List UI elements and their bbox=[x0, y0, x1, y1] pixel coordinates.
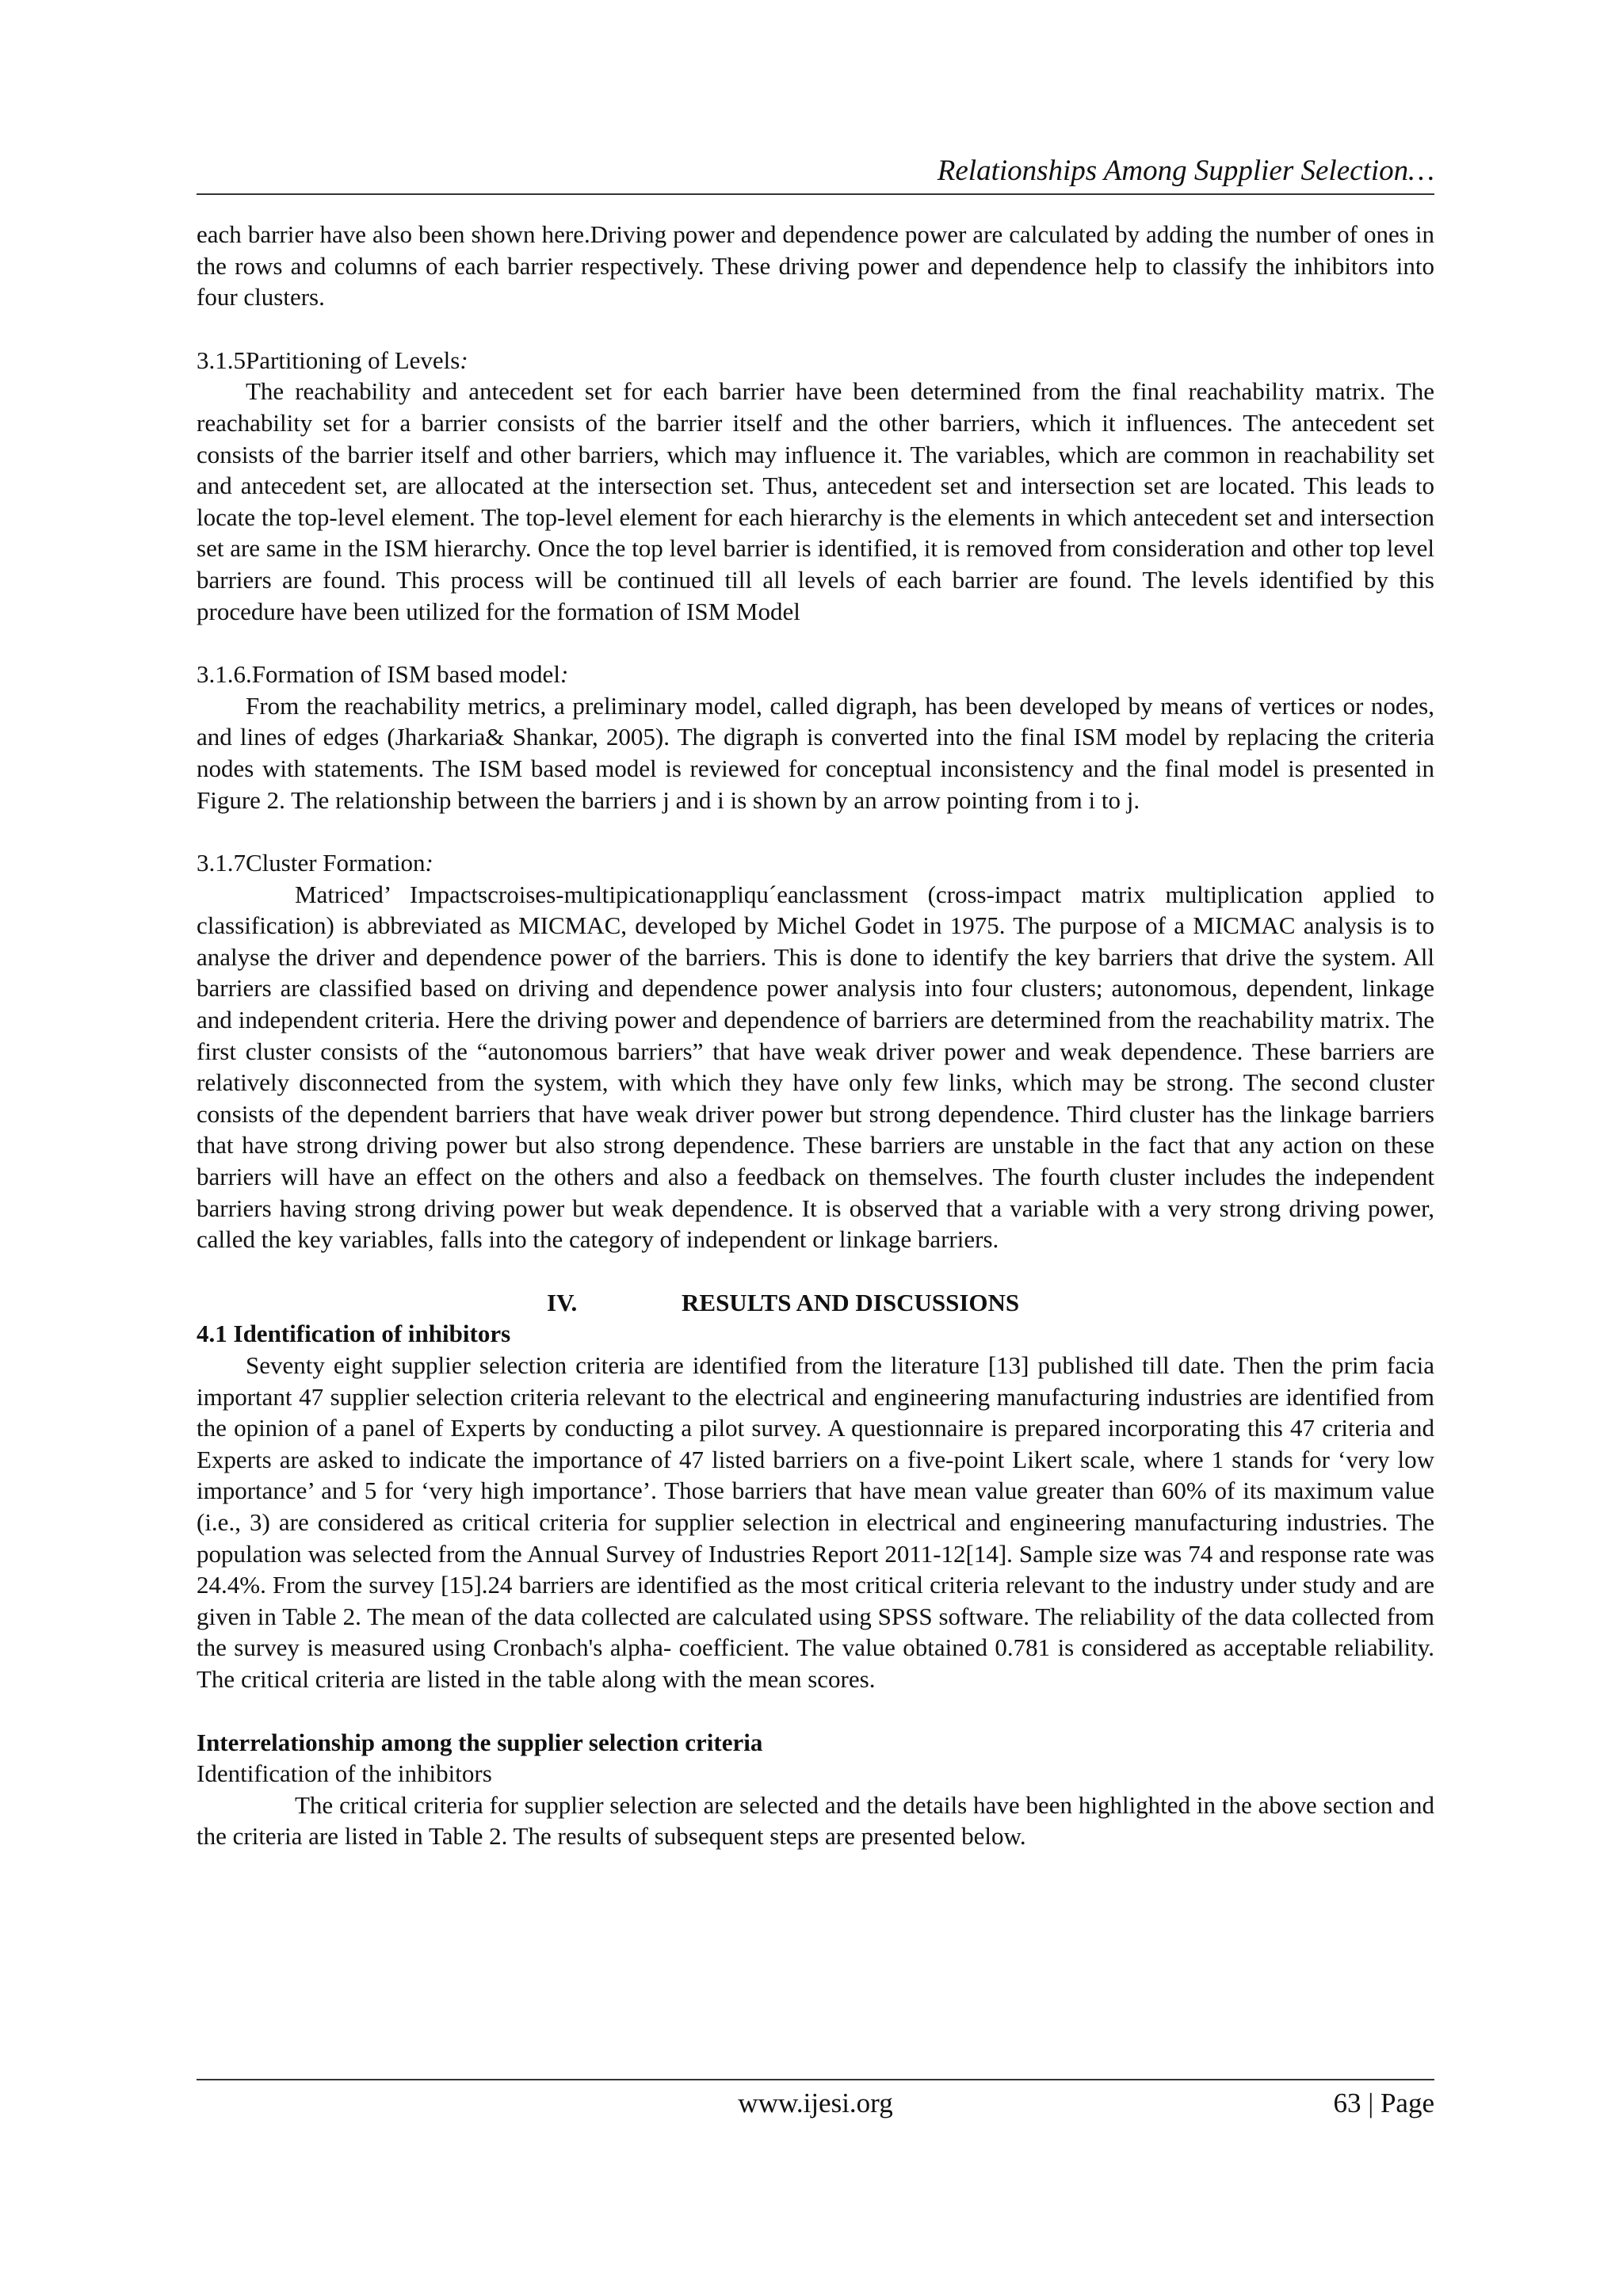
header-rule bbox=[197, 193, 1434, 195]
intro-paragraph: each barrier have also been shown here.Driving power and dependence power are calculated by adding the number of ones in the rows and columns of each barrier respectively. These driving power and dependence help to classify the inhibitors into four clusters. bbox=[197, 220, 1434, 311]
footer-rule bbox=[197, 2079, 1434, 2080]
section-3-1-5-heading: 3.1.5Partitioning of Levels: bbox=[197, 346, 468, 374]
interrelationship-heading: Interrelationship among the supplier selection criteria bbox=[197, 1728, 763, 1756]
section-4-1-paragraph: Seventy eight supplier selection criteria are identified from the literature [13] published till date. Then the prim facia important 47 supplier selection criteria relevant to the electrical and engineering manufacturing industries are identified from the opinion of a panel of Experts by conducting a pilot survey. A questionnaire is prepared incorporating this 47 criteria and Experts are asked to indicate the importance of 47 listed barriers on a five-point Likert scale, where 1 stands for ‘very low importance’ and 5 for ‘very high importance’. Those barriers that have mean value greater than 60% of its maximum value (i.e., 3) are considered as critical criteria for supplier selection in electrical and engineering manufacturing industries. The population was selected from the Annual Survey of Industries Report 2011-12[14]. Sample size was 74 and response rate was 24.4%. From the survey [15].24 barriers are identified as the most critical criteria relevant to the industry under study and are given in Table 2. The mean of the data collected are calculated using SPSS software. The reliability of the data collected from the survey is measured using Cronbach's alpha- coefficient. The value obtained 0.781 is considered as acceptable reliability. The critical criteria are listed in the table along with the mean scores. bbox=[197, 1351, 1434, 1693]
footer-url: www.ijesi.org bbox=[738, 2088, 893, 2118]
footer-page-number: 63 | Page bbox=[1333, 2088, 1434, 2118]
section-3-1-6-paragraph: From the reachability metrics, a preliminary model, called digraph, has been developed by means of vertices or nodes, and lines of edges (Jharkaria& Shankar, 2005). The digraph is converted into the final ISM model by replacing the criteria nodes with statements. The ISM based model is reviewed for conceptual inconsistency and the final model is presented in Figure 2. The relationship between the barriers j and i is shown by an arrow pointing from i to j. bbox=[197, 691, 1434, 814]
section-4-title: IV. RESULTS AND DISCUSSIONS bbox=[547, 1288, 1020, 1316]
running-title: Relationships Among Supplier Selection… bbox=[937, 155, 1434, 187]
section-3-1-5-paragraph: The reachability and antecedent set for each barrier have been determined from the final reachability matrix. The reachability set for a barrier consists of the barrier itself and the other barriers, which it influences. The antecedent set consists of the barrier itself and other barriers, which may influence it. The variables, which are common in reachability set and antecedent set, are allocated at the intersection set. Thus, antecedent set and intersection set are located. This leads to locate the top-level element. The top-level element for each hierarchy is the elements in which antecedent set and intersection set are same in the ISM hierarchy. Once the top level barrier is identified, it is removed from consideration and other top level barriers are found. This process will be continued till all levels of each barrier are found. The levels identified by this procedure have been utilized for the formation of ISM Model bbox=[197, 377, 1434, 625]
section-3-1-7-paragraph: Matriced’ Impactscroises-multipicationappliqu´eanclassment (cross-impact matrix multiplication applied to classification) is abbreviated as MICMAC, developed by Michel Godet in 1975. The purpose of a MICMAC analysis is to analyse the driver and dependence power of the barriers. This is done to identify the key barriers that drive the system. All barriers are classified based on driving and dependence power analysis into four clusters; autonomous, dependent, linkage and independent criteria. Here the driving power and dependence of barriers are determined from the reachability matrix. The first cluster consists of the “autonomous barriers” that have weak driver power and weak dependence. These barriers are relatively disconnected from the system, with which they have only few links, which may be strong. The second cluster consists of the dependent barriers that have weak driver power but strong dependence. Third cluster has the linkage barriers that have strong driving power but also strong dependence. These barriers are unstable in the fact that any action on these barriers will have an effect on the others and also a feedback on themselves. The fourth cluster includes the independent barriers having strong driving power but weak dependence. It is observed that a variable with a very strong driving power, called the key variables, falls into the category of independent or linkage barriers. bbox=[197, 880, 1434, 1254]
section-4-1-heading: 4.1 Identification of inhibitors bbox=[197, 1320, 511, 1348]
section-3-1-6-heading: 3.1.6.Formation of ISM based model: bbox=[197, 660, 569, 689]
interrelationship-paragraph: The critical criteria for supplier selection are selected and the details have been highlighted in the above section and the criteria are listed in Table 2. The results of subsequent steps are presented below. bbox=[197, 1790, 1434, 1851]
section-3-1-7-heading: 3.1.7Cluster Formation: bbox=[197, 849, 433, 877]
body-text bbox=[197, 219, 1434, 1852]
interrelationship-subheading: Identification of the inhibitors bbox=[197, 1759, 492, 1788]
